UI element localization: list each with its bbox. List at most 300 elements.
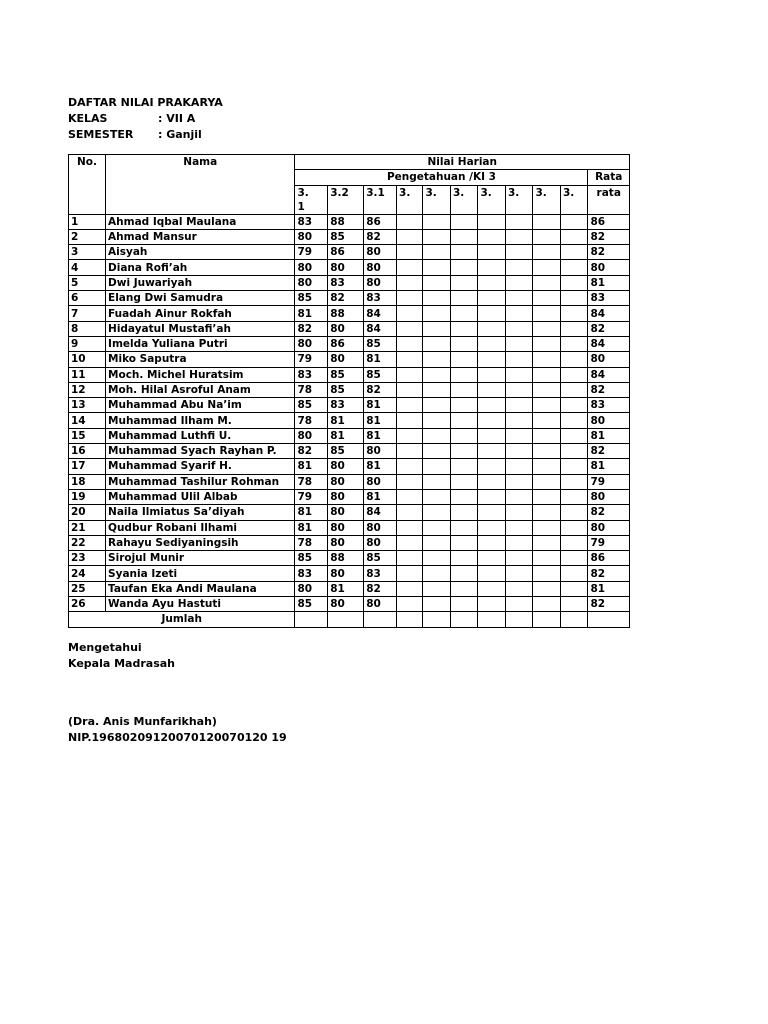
semester-value: : Ganjil	[158, 128, 202, 141]
empty-cell	[560, 413, 588, 428]
empty-cell	[478, 214, 506, 229]
row-score-2: 85	[328, 382, 364, 397]
empty-cell	[533, 291, 561, 306]
empty-cell	[423, 245, 451, 260]
row-score-1: 83	[295, 566, 328, 581]
row-no: 17	[69, 459, 106, 474]
empty-cell	[533, 520, 561, 535]
empty-cell	[397, 428, 423, 443]
empty-cell	[478, 306, 506, 321]
empty-cell	[478, 229, 506, 244]
row-score-3: 80	[364, 444, 397, 459]
empty-cell	[478, 321, 506, 336]
empty-cell	[423, 505, 451, 520]
empty-cell	[450, 260, 478, 275]
subheader-col: 3.2	[328, 185, 364, 214]
subheader-col: 3.	[478, 185, 506, 214]
row-no: 22	[69, 535, 106, 550]
row-score-3: 82	[364, 382, 397, 397]
empty-cell	[397, 581, 423, 596]
row-nama: Fuadah Ainur Rokfah	[106, 306, 295, 321]
empty-cell	[505, 336, 533, 351]
empty-cell	[450, 459, 478, 474]
empty-cell	[505, 520, 533, 535]
empty-cell	[505, 321, 533, 336]
empty-cell	[397, 398, 423, 413]
empty-cell	[364, 612, 397, 627]
row-nama: Rahayu Sediyaningsih	[106, 535, 295, 550]
empty-cell	[423, 474, 451, 489]
row-nama: Wanda Ayu Hastuti	[106, 597, 295, 612]
table-row	[69, 214, 630, 229]
empty-cell	[450, 336, 478, 351]
row-score-3: 80	[364, 535, 397, 550]
row-score-2: 83	[328, 398, 364, 413]
empty-cell	[423, 428, 451, 443]
empty-cell	[478, 566, 506, 581]
kelas-label: KELAS	[68, 112, 108, 125]
empty-cell	[397, 474, 423, 489]
empty-cell	[560, 275, 588, 290]
table-row	[69, 428, 630, 443]
row-no: 21	[69, 520, 106, 535]
empty-cell	[478, 245, 506, 260]
empty-cell	[533, 260, 561, 275]
document-title: DAFTAR NILAI PRAKARYA	[68, 96, 223, 109]
empty-cell	[505, 428, 533, 443]
empty-cell	[533, 398, 561, 413]
jumlah-label: Jumlah	[69, 612, 295, 627]
empty-cell	[397, 382, 423, 397]
empty-cell	[505, 612, 533, 627]
table-row	[69, 260, 630, 275]
empty-cell	[505, 444, 533, 459]
row-no: 20	[69, 505, 106, 520]
table-row	[69, 275, 630, 290]
row-rata: 82	[588, 382, 630, 397]
empty-cell	[560, 535, 588, 550]
empty-cell	[450, 597, 478, 612]
row-nama: Muhammad Ulil Albab	[106, 489, 295, 504]
row-no: 6	[69, 291, 106, 306]
row-no: 18	[69, 474, 106, 489]
row-nama: Naila Ilmiatus Sa’diyah	[106, 505, 295, 520]
row-score-1: 83	[295, 367, 328, 382]
empty-cell	[397, 214, 423, 229]
row-rata: 82	[588, 444, 630, 459]
row-rata: 80	[588, 413, 630, 428]
jumlah-row	[69, 612, 630, 627]
row-rata: 81	[588, 428, 630, 443]
empty-cell	[533, 505, 561, 520]
row-no: 11	[69, 367, 106, 382]
row-score-1: 85	[295, 398, 328, 413]
empty-cell	[450, 306, 478, 321]
row-rata: 82	[588, 597, 630, 612]
empty-cell	[397, 489, 423, 504]
row-score-3: 81	[364, 459, 397, 474]
empty-cell	[450, 413, 478, 428]
empty-cell	[478, 489, 506, 504]
row-score-3: 84	[364, 505, 397, 520]
row-score-3: 85	[364, 551, 397, 566]
empty-cell	[560, 260, 588, 275]
empty-cell	[478, 275, 506, 290]
row-score-2: 81	[328, 428, 364, 443]
table-row	[69, 336, 630, 351]
row-nama: Sirojul Munir	[106, 551, 295, 566]
row-score-2: 80	[328, 505, 364, 520]
empty-cell	[560, 352, 588, 367]
empty-cell	[397, 229, 423, 244]
row-no: 2	[69, 229, 106, 244]
empty-cell	[450, 291, 478, 306]
row-score-3: 81	[364, 428, 397, 443]
row-score-2: 83	[328, 275, 364, 290]
signature-line-2: Kepala Madrasah	[68, 657, 176, 670]
empty-cell	[533, 367, 561, 382]
row-no: 16	[69, 444, 106, 459]
semester-label: SEMESTER	[68, 128, 134, 141]
row-score-3: 80	[364, 474, 397, 489]
row-rata: 82	[588, 229, 630, 244]
empty-cell	[423, 581, 451, 596]
row-score-2: 80	[328, 321, 364, 336]
empty-cell	[423, 367, 451, 382]
empty-cell	[505, 459, 533, 474]
row-score-1: 80	[295, 260, 328, 275]
empty-cell	[533, 229, 561, 244]
row-score-1: 79	[295, 352, 328, 367]
empty-cell	[478, 505, 506, 520]
empty-cell	[505, 214, 533, 229]
empty-cell	[478, 597, 506, 612]
row-no: 15	[69, 428, 106, 443]
row-nama: Dwi Juwariyah	[106, 275, 295, 290]
row-score-1: 80	[295, 428, 328, 443]
table-row	[69, 398, 630, 413]
empty-cell	[505, 352, 533, 367]
row-score-1: 80	[295, 581, 328, 596]
empty-cell	[533, 474, 561, 489]
row-nama: Ahmad Mansur	[106, 229, 295, 244]
row-nama: Moch. Michel Huratsim	[106, 367, 295, 382]
row-score-2: 80	[328, 489, 364, 504]
empty-cell	[478, 398, 506, 413]
row-rata: 80	[588, 489, 630, 504]
signature-nip: NIP.19680209120070120070120 19	[68, 731, 287, 744]
empty-cell	[423, 612, 451, 627]
empty-cell	[450, 551, 478, 566]
row-no: 12	[69, 382, 106, 397]
empty-cell	[560, 459, 588, 474]
row-rata: 86	[588, 551, 630, 566]
empty-cell	[397, 306, 423, 321]
table-row	[69, 352, 630, 367]
empty-cell	[533, 551, 561, 566]
empty-cell	[533, 612, 561, 627]
row-nama: Muhammad Syach Rayhan P.	[106, 444, 295, 459]
empty-cell	[533, 321, 561, 336]
header-rata-2: rata	[588, 185, 630, 214]
table-row	[69, 535, 630, 550]
signature-block	[68, 640, 287, 746]
empty-cell	[505, 413, 533, 428]
row-score-1: 85	[295, 291, 328, 306]
empty-cell	[505, 551, 533, 566]
empty-cell	[450, 398, 478, 413]
table-row	[69, 566, 630, 581]
header-nama: Nama	[106, 155, 295, 215]
empty-cell	[397, 444, 423, 459]
row-no: 10	[69, 352, 106, 367]
row-rata: 80	[588, 352, 630, 367]
row-no: 7	[69, 306, 106, 321]
row-nama: Ahmad Iqbal Maulana	[106, 214, 295, 229]
row-nama: Muhammad Tashilur Rohman	[106, 474, 295, 489]
row-no: 13	[69, 398, 106, 413]
empty-cell	[478, 612, 506, 627]
row-nama: Aisyah	[106, 245, 295, 260]
subheader-col: 3. 1	[295, 185, 328, 214]
row-rata: 80	[588, 260, 630, 275]
semester-row	[68, 127, 223, 143]
row-score-1: 78	[295, 535, 328, 550]
table-row	[69, 291, 630, 306]
row-rata: 83	[588, 398, 630, 413]
empty-cell	[560, 214, 588, 229]
kelas-row	[68, 111, 223, 127]
empty-cell	[505, 398, 533, 413]
row-score-3: 86	[364, 214, 397, 229]
row-score-3: 80	[364, 520, 397, 535]
row-score-1: 80	[295, 229, 328, 244]
empty-cell	[397, 551, 423, 566]
table-row	[69, 444, 630, 459]
grades-table	[68, 154, 630, 628]
empty-cell	[397, 367, 423, 382]
empty-cell	[423, 551, 451, 566]
empty-cell	[478, 352, 506, 367]
empty-cell	[533, 489, 561, 504]
row-score-1: 81	[295, 459, 328, 474]
subheader-col: 3.	[560, 185, 588, 214]
empty-cell	[533, 336, 561, 351]
row-rata: 79	[588, 535, 630, 550]
empty-cell	[505, 382, 533, 397]
empty-cell	[423, 321, 451, 336]
empty-cell	[560, 474, 588, 489]
document-header	[68, 95, 223, 143]
row-rata: 79	[588, 474, 630, 489]
empty-cell	[397, 291, 423, 306]
row-nama: Muhammad Abu Na’im	[106, 398, 295, 413]
empty-cell	[397, 612, 423, 627]
empty-cell	[397, 336, 423, 351]
empty-cell	[423, 489, 451, 504]
empty-cell	[423, 306, 451, 321]
row-score-1: 85	[295, 551, 328, 566]
row-score-3: 80	[364, 260, 397, 275]
table-row	[69, 597, 630, 612]
kelas-value: : VII A	[158, 112, 196, 125]
row-score-1: 81	[295, 306, 328, 321]
empty-cell	[450, 474, 478, 489]
row-rata: 82	[588, 321, 630, 336]
empty-cell	[423, 520, 451, 535]
empty-cell	[505, 597, 533, 612]
row-score-3: 84	[364, 321, 397, 336]
empty-cell	[560, 367, 588, 382]
empty-cell	[423, 336, 451, 351]
row-score-3: 82	[364, 229, 397, 244]
row-score-2: 80	[328, 352, 364, 367]
row-rata: 81	[588, 275, 630, 290]
empty-cell	[423, 260, 451, 275]
row-score-1: 85	[295, 597, 328, 612]
table-row	[69, 367, 630, 382]
subheader-col: 3.	[397, 185, 423, 214]
empty-cell	[533, 459, 561, 474]
row-score-1: 81	[295, 520, 328, 535]
empty-cell	[560, 597, 588, 612]
empty-cell	[397, 520, 423, 535]
row-score-1: 83	[295, 214, 328, 229]
empty-cell	[397, 245, 423, 260]
row-score-2: 80	[328, 260, 364, 275]
row-rata: 82	[588, 505, 630, 520]
row-score-3: 81	[364, 413, 397, 428]
table-row	[69, 321, 630, 336]
row-no: 24	[69, 566, 106, 581]
row-rata: 86	[588, 214, 630, 229]
row-nama: Diana Rofi’ah	[106, 260, 295, 275]
row-rata: 83	[588, 291, 630, 306]
empty-cell	[328, 612, 364, 627]
row-no: 26	[69, 597, 106, 612]
table-row	[69, 551, 630, 566]
row-score-2: 80	[328, 474, 364, 489]
empty-cell	[505, 489, 533, 504]
empty-cell	[423, 597, 451, 612]
row-score-2: 86	[328, 245, 364, 260]
empty-cell	[450, 612, 478, 627]
table-row	[69, 459, 630, 474]
row-nama: Miko Saputra	[106, 352, 295, 367]
empty-cell	[560, 428, 588, 443]
empty-cell	[450, 428, 478, 443]
empty-cell	[533, 413, 561, 428]
empty-cell	[450, 382, 478, 397]
empty-cell	[397, 597, 423, 612]
empty-cell	[423, 291, 451, 306]
empty-cell	[450, 275, 478, 290]
row-nama: Syania Izeti	[106, 566, 295, 581]
empty-cell	[560, 612, 588, 627]
empty-cell	[478, 444, 506, 459]
row-no: 5	[69, 275, 106, 290]
row-score-1: 78	[295, 382, 328, 397]
empty-cell	[397, 275, 423, 290]
empty-cell	[560, 291, 588, 306]
row-score-2: 88	[328, 214, 364, 229]
table-row	[69, 505, 630, 520]
empty-cell	[450, 352, 478, 367]
empty-cell	[560, 321, 588, 336]
empty-cell	[505, 535, 533, 550]
row-score-3: 81	[364, 489, 397, 504]
empty-cell	[478, 428, 506, 443]
empty-cell	[533, 382, 561, 397]
header-rata-1: Rata	[588, 170, 630, 185]
empty-cell	[423, 382, 451, 397]
subheader-col: 3.1	[364, 185, 397, 214]
empty-cell	[295, 612, 328, 627]
row-score-3: 85	[364, 367, 397, 382]
row-score-2: 85	[328, 444, 364, 459]
row-no: 19	[69, 489, 106, 504]
empty-cell	[478, 367, 506, 382]
empty-cell	[505, 306, 533, 321]
row-rata: 80	[588, 520, 630, 535]
empty-cell	[397, 260, 423, 275]
row-score-2: 81	[328, 581, 364, 596]
empty-cell	[505, 245, 533, 260]
row-nama: Taufan Eka Andi Maulana	[106, 581, 295, 596]
subheader-col: 3.	[450, 185, 478, 214]
empty-cell	[397, 505, 423, 520]
empty-cell	[423, 566, 451, 581]
empty-cell	[397, 352, 423, 367]
empty-cell	[397, 535, 423, 550]
empty-cell	[505, 566, 533, 581]
empty-cell	[560, 566, 588, 581]
empty-cell	[478, 459, 506, 474]
row-score-3: 85	[364, 336, 397, 351]
row-score-2: 80	[328, 597, 364, 612]
row-score-1: 82	[295, 321, 328, 336]
row-rata: 82	[588, 245, 630, 260]
empty-cell	[588, 612, 630, 627]
empty-cell	[397, 566, 423, 581]
empty-cell	[478, 260, 506, 275]
empty-cell	[533, 352, 561, 367]
empty-cell	[450, 505, 478, 520]
empty-cell	[560, 398, 588, 413]
row-no: 4	[69, 260, 106, 275]
empty-cell	[450, 566, 478, 581]
empty-cell	[533, 581, 561, 596]
row-score-2: 81	[328, 413, 364, 428]
empty-cell	[505, 229, 533, 244]
row-no: 8	[69, 321, 106, 336]
row-score-3: 81	[364, 398, 397, 413]
row-score-3: 84	[364, 306, 397, 321]
empty-cell	[423, 229, 451, 244]
row-rata: 84	[588, 306, 630, 321]
empty-cell	[450, 229, 478, 244]
row-no: 3	[69, 245, 106, 260]
empty-cell	[478, 413, 506, 428]
table-row	[69, 520, 630, 535]
empty-cell	[560, 489, 588, 504]
row-score-1: 82	[295, 444, 328, 459]
empty-cell	[560, 245, 588, 260]
subheader-col: 3.	[423, 185, 451, 214]
row-no: 14	[69, 413, 106, 428]
row-score-2: 86	[328, 336, 364, 351]
empty-cell	[478, 336, 506, 351]
